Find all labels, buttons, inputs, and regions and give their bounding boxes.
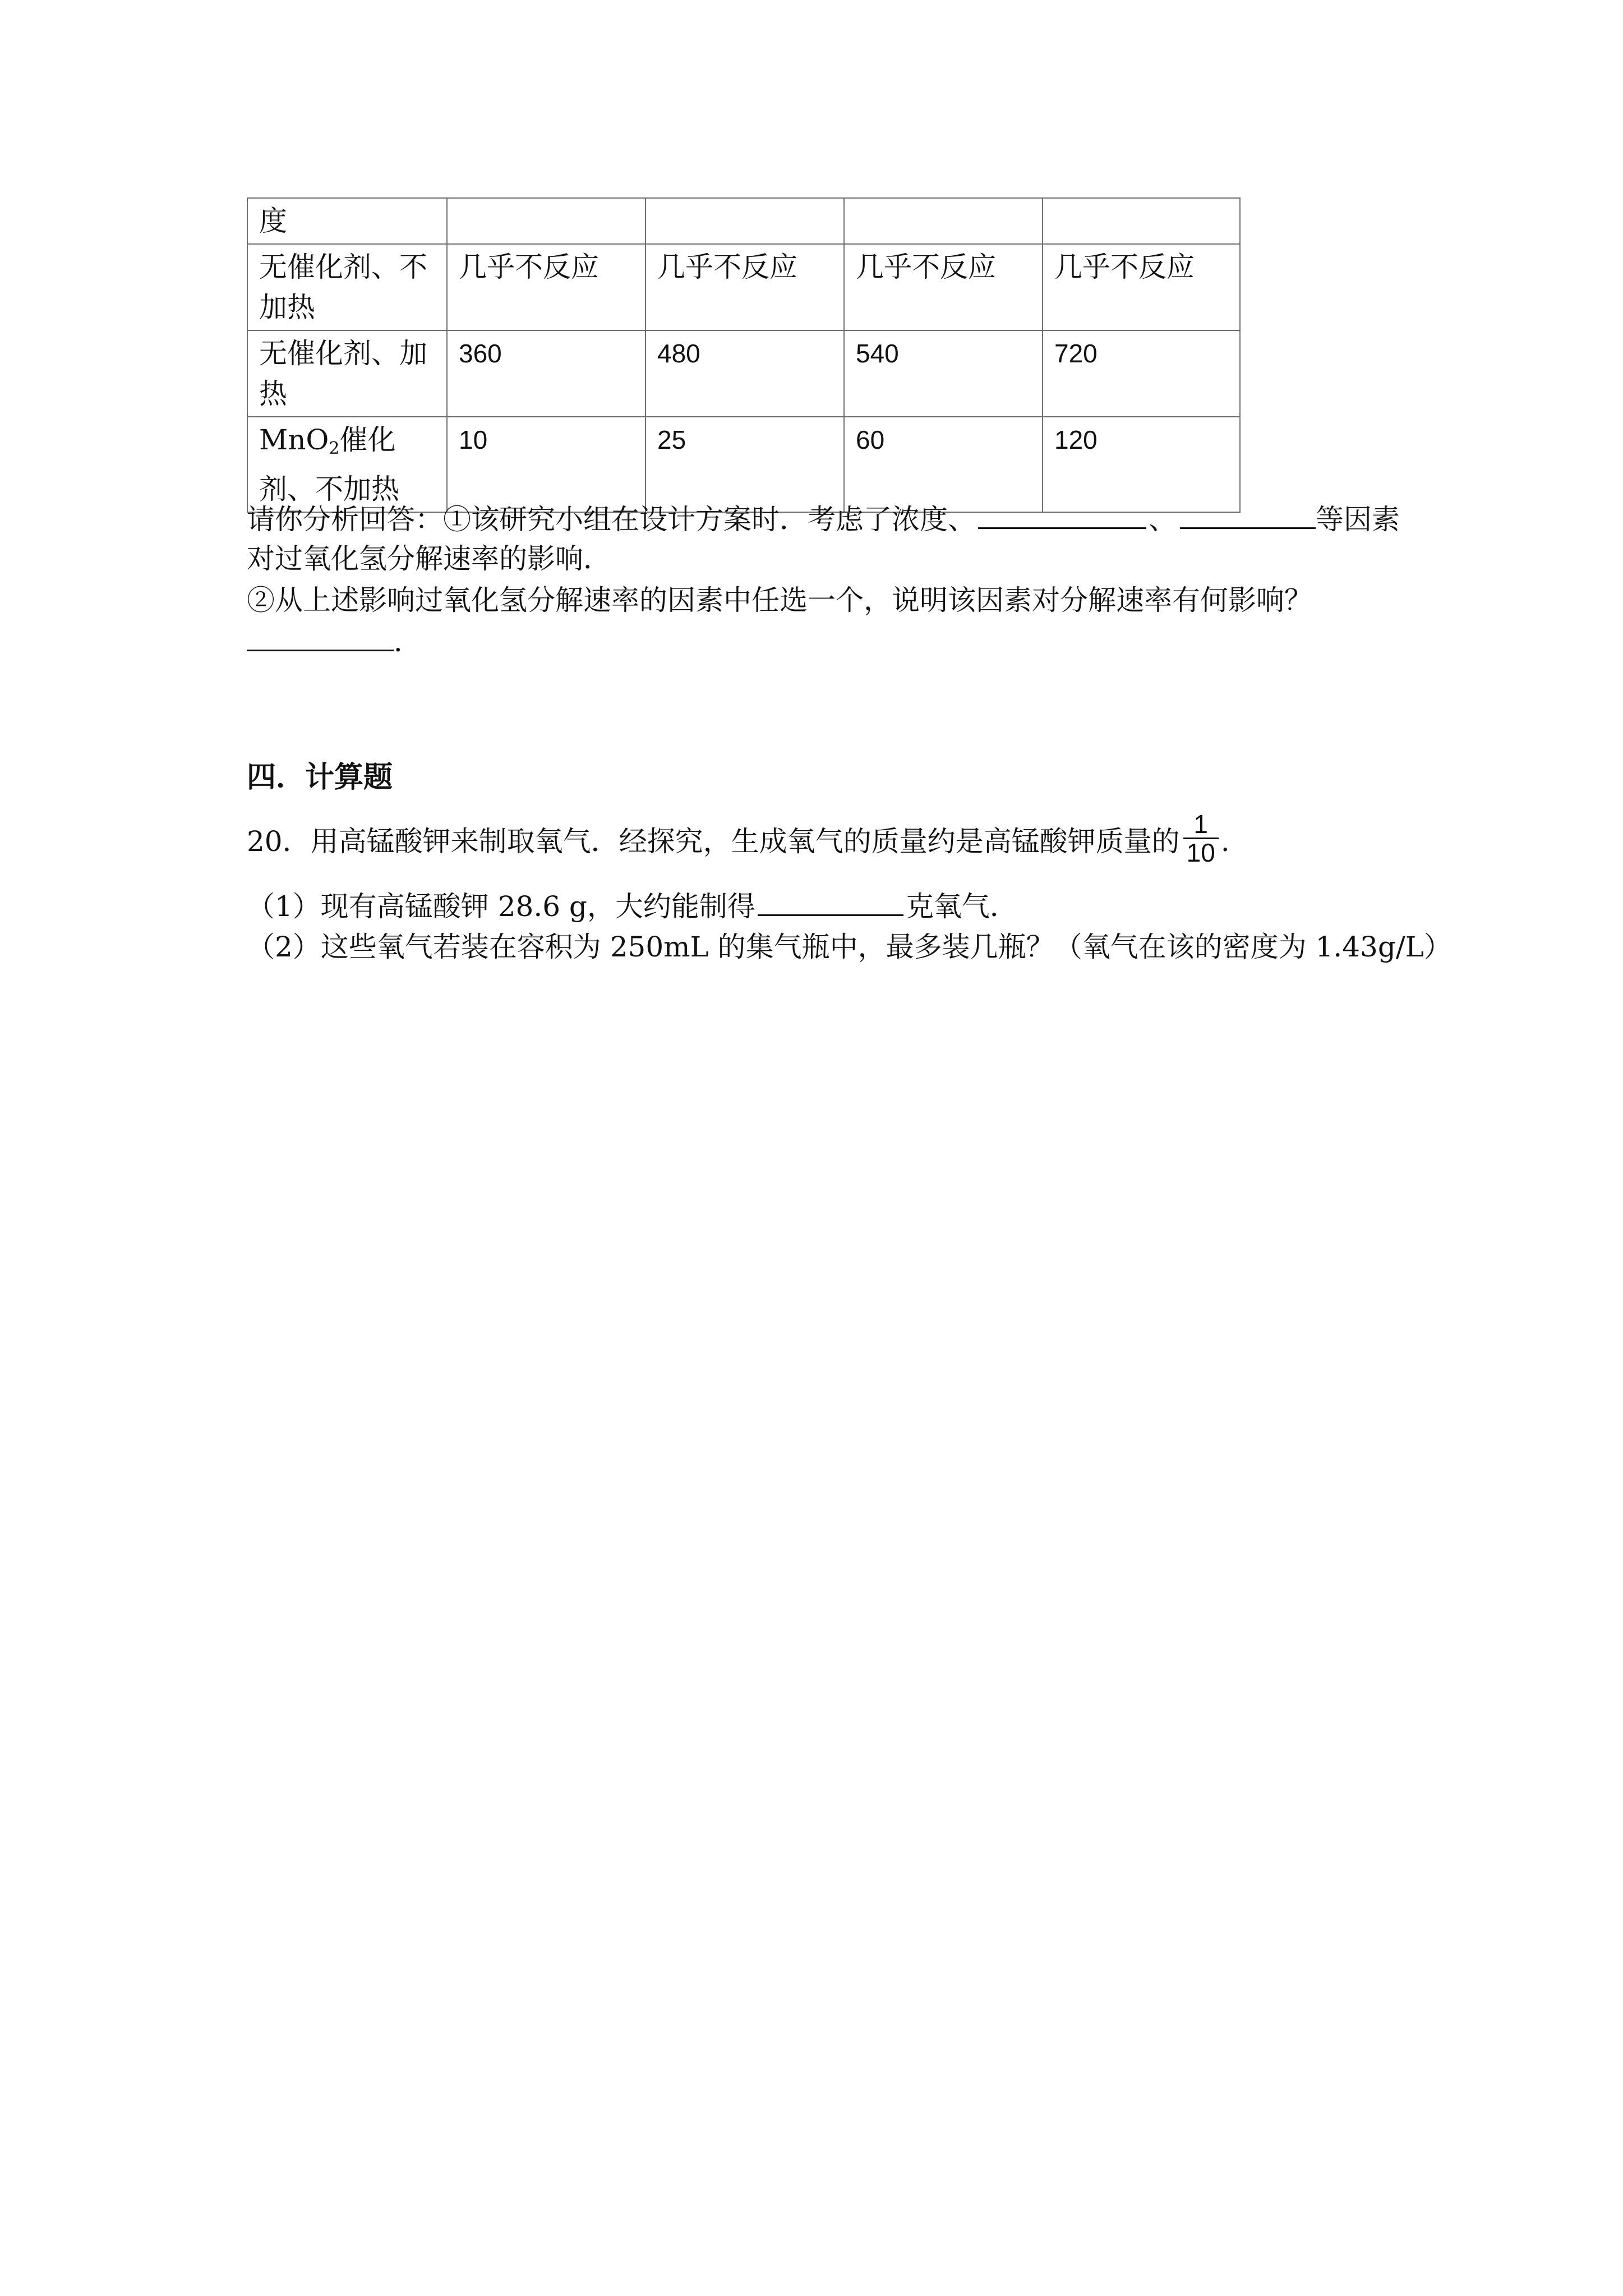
answer-blank[interactable]: [1180, 498, 1316, 529]
table-cell: 几乎不反应: [447, 244, 645, 330]
q20-period: .: [1220, 825, 1230, 858]
formula-text: MnO: [259, 424, 329, 456]
q20-text: 20．用高锰酸钾来制取氧气．经探究，生成氧气的质量约是高锰酸钾质量的: [247, 825, 1180, 858]
q19-text: 请你分析回答：①该研究小组在设计方案时．考虑了浓度、: [247, 503, 976, 536]
row-label-text: 催化剂、不加热: [259, 424, 399, 505]
table-cell: [1043, 198, 1240, 244]
row-label: 无催化剂、加热: [247, 330, 447, 417]
table-cell: 几乎不反应: [645, 244, 844, 330]
q19-text: 等因素: [1316, 503, 1400, 536]
table-cell: 480: [645, 330, 844, 417]
q20-sub1: [247, 885, 1018, 927]
q19-period: ．: [394, 625, 422, 658]
table-cell: 25: [645, 417, 844, 512]
table-cell: 360: [447, 330, 645, 417]
answer-blank[interactable]: [978, 498, 1146, 529]
table-cell: 60: [844, 417, 1043, 512]
fraction-numerator: 1: [1183, 811, 1219, 839]
table-row: [247, 198, 1240, 244]
q19-line-1: [247, 498, 1400, 540]
q19-line-2: 对过氧化氢分解速率的影响．: [247, 542, 611, 575]
q20-sub2: （2）这些氧气若装在容积为 250mL 的集气瓶中，最多装几瓶？（氧气在该的密度为 1.43g/L）: [247, 931, 1452, 963]
table-cell: 720: [1043, 330, 1240, 417]
experiment-table: [247, 197, 1241, 513]
table-cell: [645, 198, 844, 244]
table-row: [247, 330, 1240, 417]
q20-sub1-text: 克氧气．: [905, 890, 1018, 923]
table-cell: [844, 198, 1043, 244]
answer-blank[interactable]: [247, 620, 394, 651]
table-cell: 10: [447, 417, 645, 512]
table-row: [247, 244, 1240, 330]
fraction-denominator: 10: [1186, 838, 1215, 867]
q19-line-3: ②从上述影响过氧化氢分解速率的因素中任选一个，说明该因素对分解速率有何影响？: [247, 584, 1312, 616]
q20-sub1-text: （1）现有高锰酸钾 28.6 g，大约能制得: [247, 890, 755, 923]
q19-line-4: [247, 620, 422, 662]
table-cell: 几乎不反应: [844, 244, 1043, 330]
q19-separator: 、: [1149, 503, 1177, 536]
q20-stem: [247, 809, 1230, 867]
table-cell: 120: [1043, 417, 1240, 512]
table-cell: 540: [844, 330, 1043, 417]
section-title: 四．计算题: [247, 760, 393, 794]
fraction: [1183, 811, 1219, 866]
table-cell: [447, 198, 645, 244]
row-label: 度: [247, 198, 447, 244]
table-cell: 几乎不反应: [1043, 244, 1240, 330]
answer-blank[interactable]: [758, 885, 903, 916]
row-label: 无催化剂、不加热: [247, 244, 447, 330]
formula-subscript: 2: [329, 439, 340, 458]
